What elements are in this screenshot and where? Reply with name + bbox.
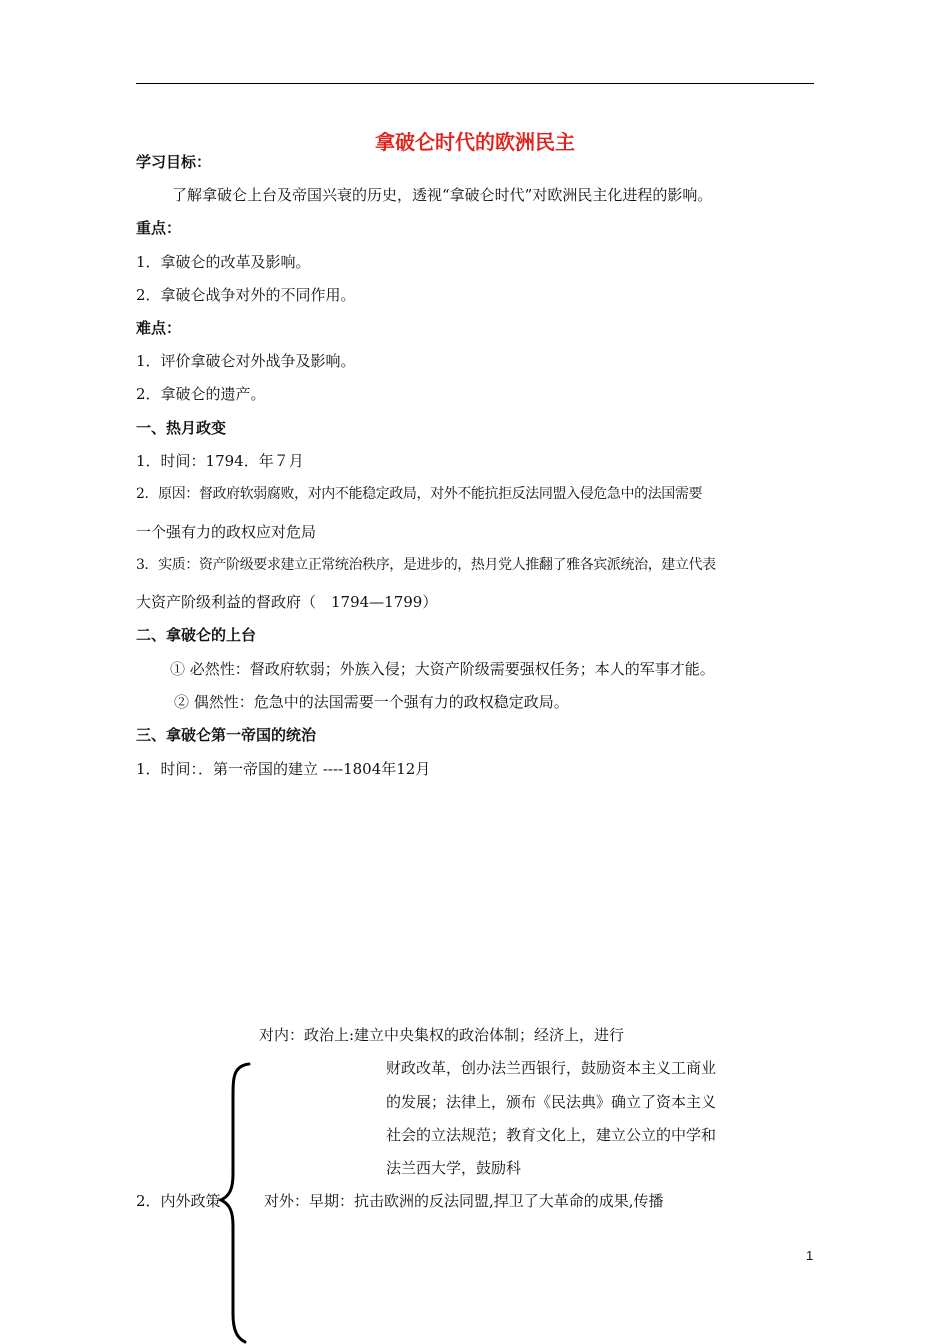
curly-brace-icon: [215, 1062, 255, 1344]
section3-heading: 三、拿破仑第一帝国的统治: [136, 726, 317, 744]
objectives-text: 了解拿破仑上台及帝国兴衰的历史，透视“拿破仑时代”对欧洲民主化进程的影响。: [172, 186, 713, 204]
difficulties-heading: 难点：: [136, 319, 182, 337]
section3-time: 1．时间：．第一帝国的建立 ----1804年12月: [136, 760, 431, 778]
section1-cause: 2．原因：督政府软弱腐败，对内不能稳定政局，对外不能抗拒反法同盟入侵危急中的法国需要: [136, 486, 703, 502]
section1-essence-cont: 大资产阶级利益的督政府（ 1794—1799）: [136, 593, 438, 611]
section2-heading: 二、拿破仑的上台: [136, 626, 257, 644]
policy-label: 2．内外政策: [136, 1192, 221, 1210]
section1-time: 1．时间：1794．年７月: [136, 452, 304, 470]
page-title: 拿破仑时代的欧洲民主: [375, 130, 575, 154]
section1-cause-cont: 一个强有力的政权应对危局: [136, 523, 317, 541]
header-rule: [136, 83, 814, 84]
foreign-policy-line: 对外：早期：抗击欧洲的反法同盟,捍卫了大革命的成果,传播: [264, 1192, 664, 1210]
domestic-policy-line: 对内：政治上:建立中央集权的政治体制；经济上，进行: [259, 1026, 625, 1044]
key-point-item: 2．拿破仑战争对外的不同作用。: [136, 286, 356, 304]
difficulty-item: 1．评价拿破仑对外战争及影响。: [136, 352, 356, 370]
key-point-item: 1．拿破仑的改革及影响。: [136, 253, 311, 271]
domestic-policy-line: 社会的立法规范；教育文化上，建立公立的中学和: [386, 1126, 717, 1144]
domestic-policy-line: 财政改革，创办法兰西银行，鼓励资本主义工商业: [386, 1059, 717, 1077]
domestic-policy-line: 法兰西大学，鼓励科: [386, 1159, 522, 1177]
page-number: 1: [806, 1248, 814, 1263]
section1-essence: 3．实质：资产阶级要求建立正常统治秩序，是进步的，热月党人推翻了雅各宾派统治，建立代表: [136, 557, 716, 573]
domestic-policy-line: 的发展；法律上，颁布《民法典》确立了资本主义: [386, 1093, 717, 1111]
section2-necessity: ① 必然性：督政府软弱；外族入侵；大资产阶级需要强权任务；本人的军事才能。: [170, 660, 715, 678]
difficulty-item: 2．拿破仑的遗产。: [136, 385, 266, 403]
objectives-heading: 学习目标：: [136, 153, 212, 171]
section2-chance: ② 偶然性：危急中的法国需要一个强有力的政权稳定政局。: [174, 693, 569, 711]
key-points-heading: 重点：: [136, 219, 182, 237]
section1-heading: 一、热月政变: [136, 419, 227, 437]
